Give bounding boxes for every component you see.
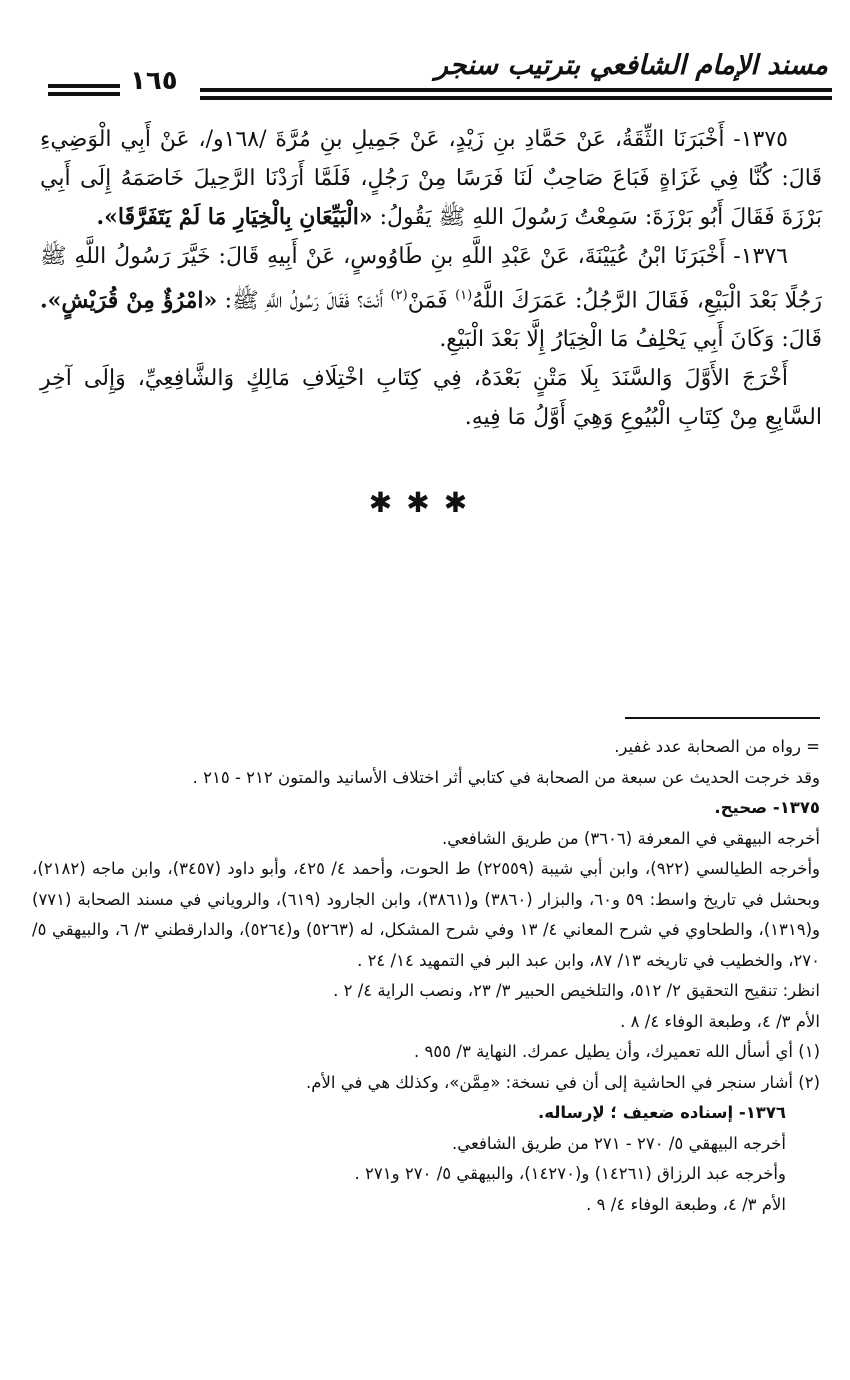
colophon-text: أَخْرَجَ الأَوَّلَ وَالسَّنَدَ بِلَا مَتْنٍ بَعْدَهُ، فِي كِتَابِ اخْتِلَافِ مَالِكٍ وَالشَّافِعِيِّ، وَإِلَى آخِرِ السَّابِعِ مِنْ كِتَابِ الْبُيُوعِ وَهِيَ أَوَّلُ مَا فِيهِ.	[40, 366, 822, 431]
footnote-note-1: (١) أي أسأل الله تعميرك، وأن يطيل عمرك. النهاية ٣/ ٩٥٥ .	[414, 1042, 820, 1061]
hadith-1375	[40, 120, 822, 237]
header-rule	[48, 92, 120, 96]
footnote-ref: (١)	[455, 288, 473, 303]
footnote-heading: ١٣٧٦- إسناده ضعيف ؛ لإرساله.	[537, 1103, 786, 1122]
footnote-ref: (٢)	[390, 288, 408, 303]
footnote-line: أخرجه البيهقي ٥/ ٢٧٠ - ٢٧١ من طريق الشافعي.	[452, 1133, 786, 1153]
hadith-text: ١٣٧٦- أَخْبَرَنَا ابْنُ عُيَيْنَةَ، عَنْ عَبْدِ اللَّهِ بنِ طَاوُوسٍ، عَنْ أَبِيهِ قَالَ: خَيَّرَ رَسُولُ اللَّهِ ﷺ رَجُلًا بَعْدَ الْبَيْعِ، فَقَالَ الرَّجُلُ: عَمَرَكَ اللَّهُ	[40, 244, 823, 314]
main-text	[40, 120, 822, 437]
footnote-line: انظر: تنقيح التحقيق ٢/ ٥١٢، والتلخيص الحبير ٣/ ٢٣، ونصب الراية ٤/ ٢ .	[333, 981, 820, 1000]
footnote-heading: ١٣٧٥- صحيح.	[714, 798, 820, 817]
footnote-separator	[625, 717, 820, 719]
footnote-note-2: (٢) أشار سنجر في الحاشية إلى أن في نسخة: «مِمَّن»، وكذلك هي في الأم.	[306, 1072, 820, 1092]
hadith-text: فَمَنْ	[407, 288, 456, 314]
running-title: مسند الإمام الشافعي بترتيب سنجر	[434, 50, 828, 81]
hadith-1376	[40, 237, 822, 359]
prophetic-saying: «الْبَيِّعَانِ بِالْخِيَارِ مَا لَمْ يَتَفَرَّقَا».	[96, 204, 373, 230]
header-rule	[200, 88, 832, 92]
hadith-text: قَالَ: وَكَانَ أَبِي يَحْلِفُ مَا الْخِيَارُ إِلَّا بَعْدَ الْبَيْعِ.	[439, 327, 822, 353]
hadith-text: أَنْتَ؟ فَقَالَ رَسُولُ اللَّهِ ﷺ:	[224, 288, 391, 314]
section-end-asterisks: ✱✱✱	[368, 486, 482, 519]
footnote-line: وقد خرجت الحديث عن سبعة من الصحابة في كتابي أثر اختلاف الأسانيد والمتون ٢١٢ - ٢١٥ .	[192, 767, 820, 787]
hadith-text: ١٣٧٥- أَخْبَرَنَا الثِّقَةُ، عَنْ حَمَّادِ بنِ زَيْدٍ، عَنْ جَمِيلِ بنِ مُرَّةَ /١٦٨و/، عَنْ أَبِي الْوَضِيءِ قَالَ: كُنَّا فِي غَزَاةٍ فَبَاعَ صَاحِبٌ لَنَا فَرَسًا مِنْ رَجُلٍ، فَلَمَّا أَرَدْنَا الرَّحِيلَ خَاصَمَهُ إِلَى أَبِي بَرْزَةَ فَقَالَ أَبُو بَرْزَةَ: سَمِعْتُ رَسُولَ اللهِ ﷺ يَقُولُ:	[40, 127, 822, 230]
footnote-line: أخرجه البيهقي في المعرفة (٣٦٠٦) من طريق الشافعي.	[441, 828, 820, 848]
header-rule	[200, 96, 832, 100]
footnote-line: الأم ٣/ ٤، وطبعة الوفاء ٤/ ٨ .	[620, 1011, 820, 1031]
footnote-line: وأخرجه عبد الرزاق (١٤٢٦١) و(١٤٢٧٠)، والبيهقي ٥/ ٢٧٠ و٢٧١ .	[354, 1164, 786, 1183]
footnote-line: = رواه من الصحابة عدد غفير.	[614, 737, 820, 756]
footnote-line: وأخرجه الطيالسي (٩٢٢)، وابن أبي شيبة (٢٢٥٥٩) ط الحوت، وأحمد ٤/ ٤٢٥، وأبو داود (٣٤٥٧)، وابن ماجه (٢١٨٢)، وبحشل في تاريخ واسط: ٥٩ و٦٠، والبزار (٣٨٦٠) و(٣٨٦١)، وابن الجارود (٦١٩)، والروياني في مسند الصحابة (٧٧١) و(١٣١٩)، والطحاوي في شرح المعاني ٤/ ١٣ وفي شرح المشكل، له (٥٢٦٣) و(٥٢٦٤)، والدارقطني ٣/ ٦، والبيهقي ٥/ ٢٧٠، والخطيب في تاريخه ١٣/ ٨٧، وابن عبد البر في التمهيد ١٤/ ٢٤ .	[32, 859, 820, 970]
footnote-line: الأم ٣/ ٤، وطبعة الوفاء ٤/ ٩ .	[586, 1194, 786, 1214]
page-number: ١٦٥	[130, 66, 178, 96]
colophon	[40, 359, 822, 437]
prophetic-saying: «امْرُؤٌ مِنْ قُرَيْشٍ».	[40, 287, 218, 314]
footnotes	[32, 732, 820, 1220]
header-rule	[48, 84, 120, 88]
